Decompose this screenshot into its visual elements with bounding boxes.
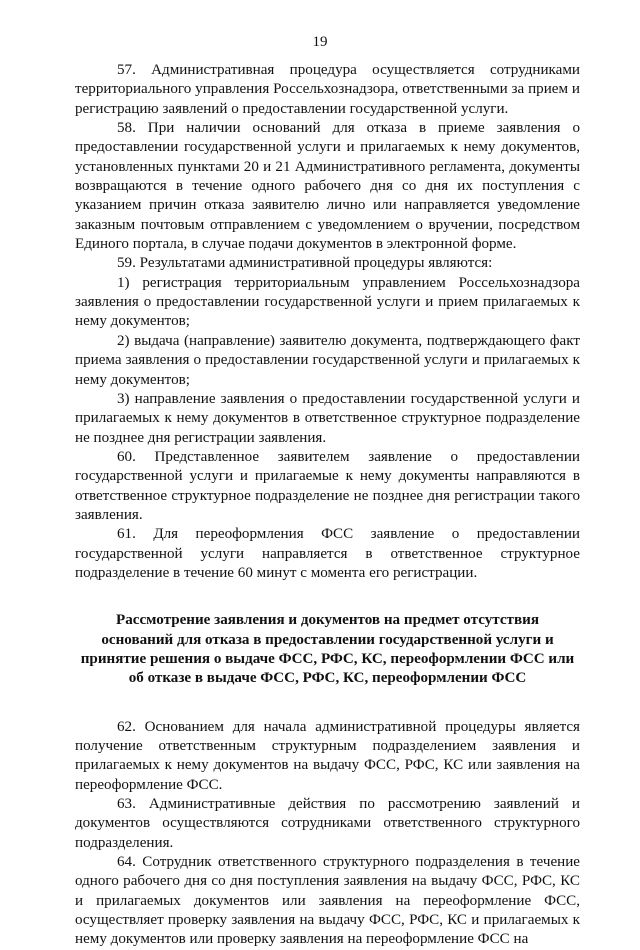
paragraph-63: 63. Административные действия по рассмотрению заявлений и документов осуществляются сотрудниками ответственного структурного подразделения. xyxy=(75,796,580,851)
paragraph-59: 59. Результатами административной процедуры являются: xyxy=(117,255,493,272)
document-body xyxy=(75,61,580,950)
list-item-1: 1) регистрация территориальным управлением Россельхознадзора заявления о предоставлении государственной услуги и прием прилагаемых к нему документов; xyxy=(75,274,580,330)
paragraph-57: 57. Административная процедура осуществляется сотрудниками территориального управления Россельхознадзора, ответственными за прием и регистрацию заявлений о предоставлении государственной услуги. xyxy=(75,62,580,117)
paragraph-64: 64. Сотрудник ответственного структурного подразделения в течение одного рабочего дня со дня поступления заявления на выдачу ФСС, РФС, КС и прилагаемых документов или заявления на переоформление ФСС, осуществляет проверку заявления на выдачу ФСС, РФС, КС и прилагаемых к нему документов или проверку заявления на переоформление ФСС на xyxy=(75,854,580,948)
paragraph-62: 62. Основанием для начала административной процедуры является получение ответственным структурным подразделением заявления и прилагаемых к нему документов на выдачу ФСС, РФС, КС или заявления на переоформление ФСС. xyxy=(75,718,580,793)
page-number: 19 xyxy=(312,34,328,50)
list-item-2: 2) выдача (направление) заявителю документа, подтверждающего факт приема заявления о предоставлении государственной услуги и прилагаемых к нему документов; xyxy=(75,332,580,388)
paragraph-58: 58. При наличии оснований для отказа в приеме заявления о предоставлении государственной услуги и прилагаемых к нему документов, установленных пунктами 20 и 21 Административного регламента, документы возвращаются в течение одного рабочего дня со дня их поступления с указанием причин отказа заявителю лично или направляется уведомление заказным почтовым отправлением с уведомлением о вручении, посредством Единого портала, в случае подачи документов в электронной форме. xyxy=(75,120,580,253)
paragraph-60: 60. Представленное заявителем заявление о предоставлении государственной услуги и прилагаемые к нему документы направляются в ответственное структурное подразделение не позднее дня регистрации такого заявления. xyxy=(75,448,580,523)
paragraph-61: 61. Для переоформления ФСС заявление о предоставлении государственной услуги направляется в ответственное структурное подразделение в течение 60 минут с момента его регистрации. xyxy=(75,526,580,581)
list-item-3: 3) направление заявления о предоставлении государственной услуги и прилагаемых к нему документов в ответственное структурное подразделение не позднее дня регистрации заявления. xyxy=(75,390,580,446)
section-heading: Рассмотрение заявления и документов на предмет отсутствия оснований для отказа в предоставлении государственной услуги и принятие решения о выдаче ФСС, РФС, КС, переоформлении ФСС или об отказе в выдаче ФСС, РФС, КС, переоформлении ФСС xyxy=(80,612,575,687)
